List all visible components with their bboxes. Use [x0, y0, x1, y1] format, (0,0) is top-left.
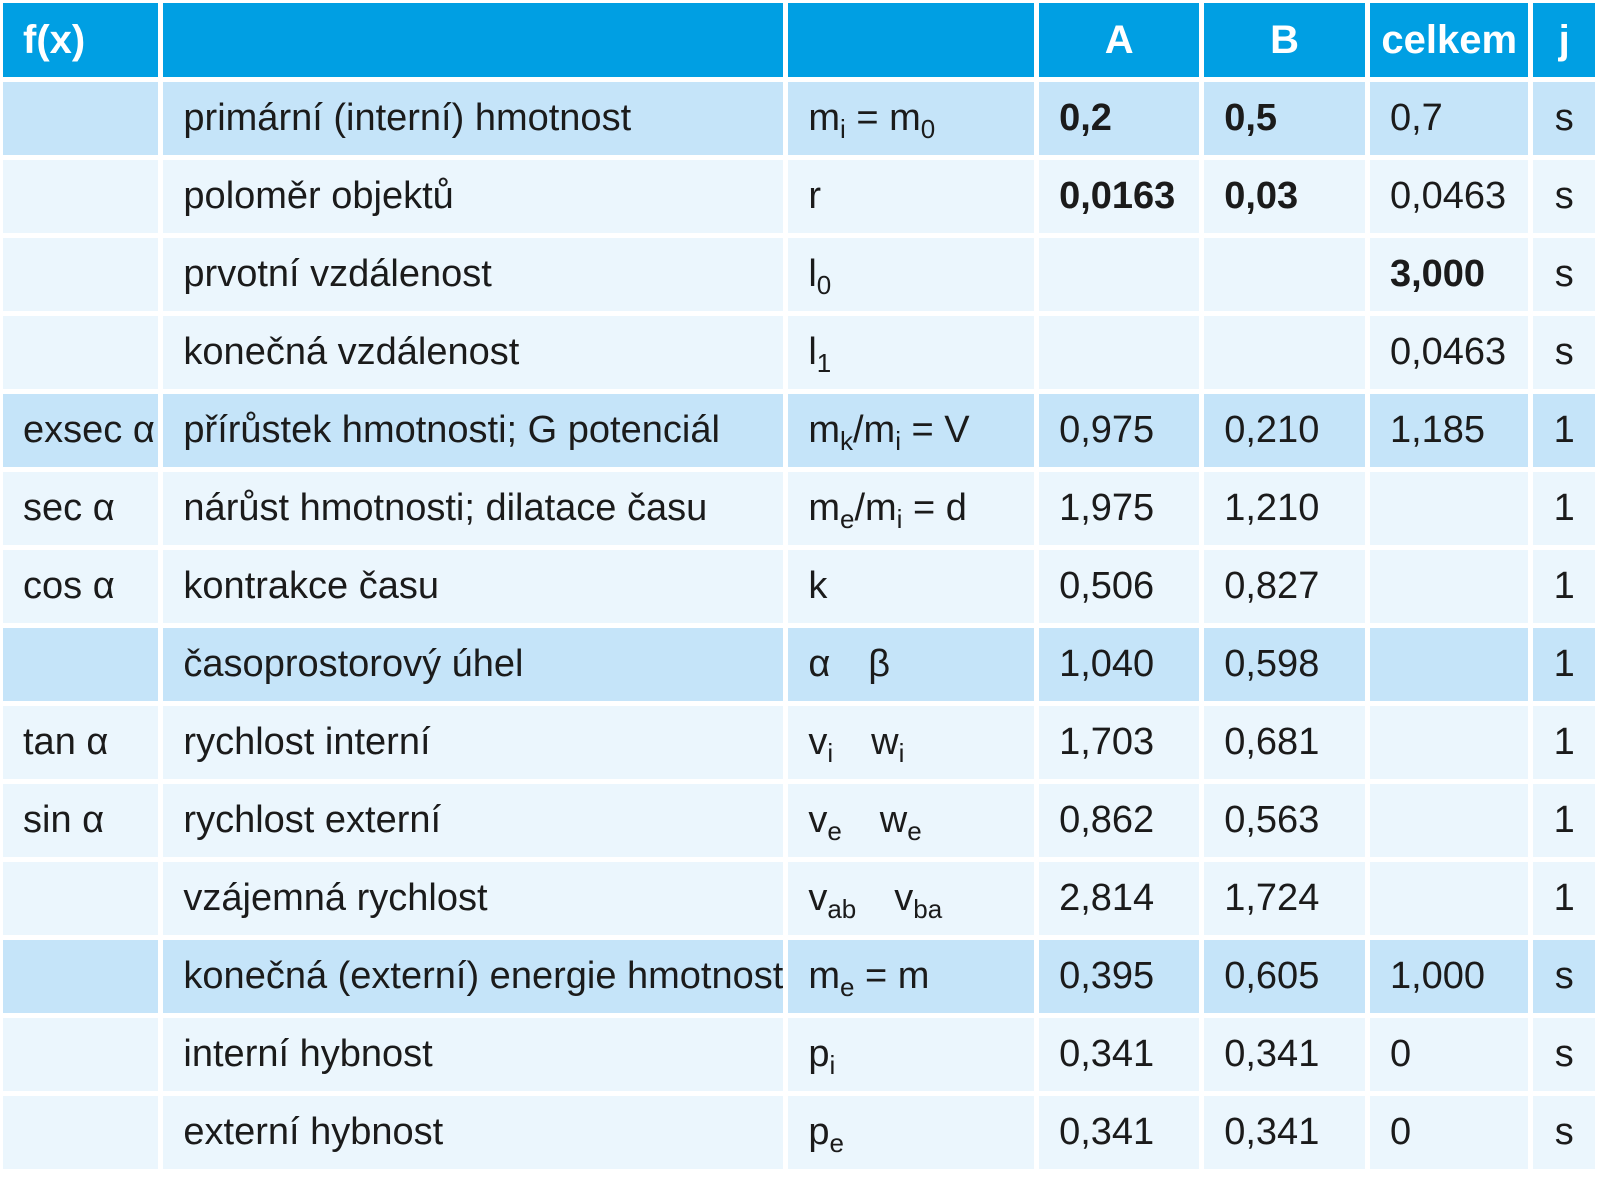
symbol-subscript: i — [839, 114, 846, 144]
cell-b — [1204, 784, 1365, 857]
cell-name-text: primární (interní) hmotnost — [183, 97, 632, 139]
cell-name-text: interní hybnost — [183, 1033, 433, 1075]
cell-fx — [3, 550, 158, 623]
cell-j-text: s — [1554, 97, 1574, 139]
cell-name — [163, 550, 783, 623]
cell-b-text: 0,681 — [1224, 721, 1320, 763]
cell-name-text: přírůstek hmotnosti; G potenciál — [183, 409, 720, 451]
cell-j-text: 1 — [1553, 643, 1575, 685]
table-row — [3, 160, 1595, 233]
cell-j — [1533, 394, 1595, 467]
symbol-base: v — [808, 877, 828, 919]
cell-a — [1039, 628, 1199, 701]
cell-total-text: 0,7 — [1389, 97, 1443, 139]
table-header-row — [3, 3, 1595, 77]
cell-a — [1039, 550, 1199, 623]
symbol-base: = m — [845, 97, 921, 139]
cell-symbol — [788, 628, 1034, 701]
symbol-base: w — [879, 799, 908, 841]
cell-b-text: 0,341 — [1224, 1033, 1320, 1075]
cell-total — [1370, 706, 1528, 779]
cell-total — [1370, 784, 1528, 857]
cell-a — [1039, 862, 1199, 935]
cell-total-text: 0,0463 — [1389, 175, 1507, 217]
cell-fx — [3, 316, 158, 389]
header-name — [163, 3, 783, 77]
table-row — [3, 316, 1595, 389]
cell-name — [163, 940, 783, 1013]
cell-j — [1533, 940, 1595, 1013]
symbol-subscript: i — [829, 1050, 836, 1080]
symbol-subscript: ba — [913, 894, 943, 924]
cell-fx — [3, 940, 158, 1013]
cell-b — [1204, 628, 1365, 701]
cell-name — [163, 706, 783, 779]
symbol-subscript: 0 — [920, 114, 936, 144]
symbol-subscript: i — [896, 504, 903, 534]
table-row — [3, 784, 1595, 857]
cell-j-text: 1 — [1553, 565, 1575, 607]
symbol-base: = d — [902, 487, 967, 529]
cell-symbol — [788, 82, 1034, 155]
cell-a-text: 0,0163 — [1059, 175, 1176, 217]
cell-a — [1039, 316, 1199, 389]
cell-name-text: konečná (externí) energie hmotnost — [183, 955, 784, 997]
table-row — [3, 706, 1595, 779]
symbol-subscript: e — [829, 1128, 844, 1158]
cell-a — [1039, 706, 1199, 779]
cell-name-text: poloměr objektů — [183, 175, 454, 217]
cell-total — [1370, 316, 1528, 389]
cell-b-text: 1,724 — [1224, 877, 1320, 919]
cell-j-text: 1 — [1553, 487, 1575, 529]
symbol-base: α — [808, 643, 831, 685]
symbol-subscript: 0 — [816, 270, 832, 300]
cell-j — [1533, 784, 1595, 857]
cell-b — [1204, 160, 1365, 233]
symbol-base: m — [808, 97, 840, 139]
symbol-base: r — [808, 175, 821, 217]
cell-b — [1204, 82, 1365, 155]
table-row — [3, 1096, 1595, 1169]
cell-b-text: 0,605 — [1224, 955, 1320, 997]
cell-total — [1370, 394, 1528, 467]
symbol-subscript: i — [827, 738, 834, 768]
table-row — [3, 82, 1595, 155]
cell-j-text: s — [1554, 1033, 1574, 1075]
cell-fx-text: sec α — [23, 487, 115, 529]
header-fx: f(x) — [3, 3, 158, 77]
cell-a-text: 0,395 — [1059, 955, 1155, 997]
table-row — [3, 628, 1595, 701]
cell-total-text: 0 — [1389, 1033, 1412, 1075]
cell-symbol — [788, 940, 1034, 1013]
header-total: celkem — [1370, 3, 1528, 77]
cell-fx-text: tan α — [23, 721, 109, 763]
cell-a-text: 0,341 — [1059, 1111, 1155, 1153]
cell-a-text: 0,2 — [1059, 97, 1112, 139]
symbol-subscript: i — [895, 426, 901, 456]
cell-name-text: nárůst hmotnosti; dilatace času — [183, 487, 708, 529]
cell-j — [1533, 628, 1595, 701]
cell-symbol — [788, 160, 1034, 233]
symbol-base: m — [808, 955, 840, 997]
symbol-subscript: ab — [827, 894, 857, 924]
cell-total — [1370, 82, 1528, 155]
cell-j — [1533, 550, 1595, 623]
cell-j-text: 1 — [1553, 799, 1575, 841]
symbol-base: v — [894, 877, 914, 919]
cell-b — [1204, 316, 1365, 389]
symbol-base: k — [808, 565, 828, 607]
cell-fx — [3, 160, 158, 233]
cell-name — [163, 784, 783, 857]
cell-symbol — [788, 862, 1034, 935]
cell-symbol — [788, 1018, 1034, 1091]
cell-a-text: 2,814 — [1059, 877, 1155, 919]
table-row — [3, 394, 1595, 467]
cell-total-text: 1,185 — [1389, 409, 1486, 451]
symbol-subscript: e — [827, 816, 842, 846]
cell-name-text: konečná vzdálenost — [183, 331, 520, 373]
cell-total — [1370, 940, 1528, 1013]
cell-j — [1533, 706, 1595, 779]
cell-a-text: 0,862 — [1059, 799, 1155, 841]
table-row — [3, 550, 1595, 623]
cell-b — [1204, 1096, 1365, 1169]
symbol-base: v — [808, 721, 828, 763]
table-row — [3, 1018, 1595, 1091]
cell-fx — [3, 706, 158, 779]
cell-b — [1204, 550, 1365, 623]
cell-b — [1204, 394, 1365, 467]
symbol-base: v — [808, 799, 828, 841]
cell-name — [163, 82, 783, 155]
cell-symbol — [788, 316, 1034, 389]
cell-a — [1039, 238, 1199, 311]
cell-b — [1204, 238, 1365, 311]
cell-total — [1370, 160, 1528, 233]
cell-a-text: 0,341 — [1059, 1033, 1155, 1075]
cell-b — [1204, 706, 1365, 779]
cell-fx — [3, 1096, 158, 1169]
cell-total-text: 0,0463 — [1389, 331, 1507, 373]
cell-b-text: 1,210 — [1224, 487, 1320, 529]
cell-total-text: 3,000 — [1389, 253, 1486, 295]
cell-fx — [3, 472, 158, 545]
symbol-subscript: 1 — [816, 348, 832, 378]
cell-name — [163, 316, 783, 389]
cell-a — [1039, 394, 1199, 467]
cell-fx-text: cos α — [23, 565, 115, 607]
cell-total-text: 1,000 — [1389, 955, 1486, 997]
symbol-base: /m — [852, 409, 896, 451]
header-b: B — [1204, 3, 1365, 77]
cell-j-text: s — [1554, 331, 1574, 373]
cell-a — [1039, 1018, 1199, 1091]
cell-j — [1533, 862, 1595, 935]
cell-b-text: 0,827 — [1224, 565, 1320, 607]
cell-symbol — [788, 550, 1034, 623]
cell-fx — [3, 628, 158, 701]
cell-symbol — [788, 706, 1034, 779]
cell-fx — [3, 394, 158, 467]
table-row — [3, 862, 1595, 935]
header-a: A — [1039, 3, 1199, 77]
symbol-subscript: e — [839, 972, 855, 1002]
cell-j — [1533, 1096, 1595, 1169]
cell-b-text: 0,03 — [1224, 175, 1299, 217]
cell-symbol — [788, 784, 1034, 857]
cell-j — [1533, 160, 1595, 233]
cell-symbol — [788, 472, 1034, 545]
cell-a-text: 0,975 — [1059, 409, 1155, 451]
cell-a — [1039, 160, 1199, 233]
symbol-base: p — [808, 1033, 830, 1075]
cell-fx-text: exsec α — [23, 409, 155, 451]
cell-b — [1204, 862, 1365, 935]
cell-name — [163, 160, 783, 233]
symbol-base: = m — [854, 955, 930, 997]
cell-b-text: 0,563 — [1224, 799, 1320, 841]
cell-j-text: 1 — [1553, 721, 1575, 763]
symbol-base: m — [808, 487, 840, 529]
symbol-subscript: k — [839, 426, 853, 456]
cell-total — [1370, 550, 1528, 623]
cell-j-text: 1 — [1553, 877, 1575, 919]
cell-symbol — [788, 1096, 1034, 1169]
cell-a-text: 1,975 — [1059, 487, 1155, 529]
header-j: j — [1533, 3, 1595, 77]
cell-name — [163, 862, 783, 935]
cell-b — [1204, 472, 1365, 545]
symbol-subscript: i — [898, 738, 905, 768]
cell-j-text: s — [1554, 1111, 1574, 1153]
cell-name-text: rychlost interní — [183, 721, 431, 763]
cell-name-text: vzájemná rychlost — [183, 877, 488, 919]
cell-b-text: 0,341 — [1224, 1111, 1320, 1153]
cell-a-text: 1,703 — [1059, 721, 1155, 763]
cell-b-text: 0,598 — [1224, 643, 1320, 685]
cell-name-text: rychlost externí — [183, 799, 442, 841]
cell-b-text: 0,210 — [1224, 409, 1320, 451]
cell-fx — [3, 862, 158, 935]
symbol-subscript: e — [907, 816, 922, 846]
table-row — [3, 472, 1595, 545]
cell-total-text: 0 — [1389, 1111, 1412, 1153]
cell-a — [1039, 82, 1199, 155]
table-row — [3, 940, 1595, 1013]
cell-fx — [3, 784, 158, 857]
cell-total — [1370, 1018, 1528, 1091]
symbol-base: p — [808, 1111, 830, 1153]
cell-symbol — [788, 394, 1034, 467]
symbol-base: l — [808, 253, 817, 295]
table-body — [3, 82, 1595, 1169]
cell-j-text: s — [1554, 175, 1574, 217]
cell-name — [163, 1096, 783, 1169]
symbol-base: β — [868, 643, 891, 685]
header-symbol — [788, 3, 1034, 77]
cell-a — [1039, 784, 1199, 857]
symbol-subscript: e — [839, 504, 855, 534]
table-row — [3, 238, 1595, 311]
cell-total — [1370, 472, 1528, 545]
cell-fx-text: sin α — [23, 799, 105, 841]
cell-name — [163, 394, 783, 467]
symbol-base: w — [871, 721, 899, 763]
cell-name-text: časoprostorový úhel — [183, 643, 524, 685]
cell-a — [1039, 1096, 1199, 1169]
cell-symbol — [788, 238, 1034, 311]
cell-a — [1039, 940, 1199, 1013]
cell-a-text: 1,040 — [1059, 643, 1155, 685]
cell-fx — [3, 82, 158, 155]
cell-name-text: externí hybnost — [183, 1111, 444, 1153]
cell-j-text: s — [1554, 253, 1574, 295]
cell-total — [1370, 1096, 1528, 1169]
cell-a-text: 0,506 — [1059, 565, 1155, 607]
cell-name — [163, 472, 783, 545]
cell-j — [1533, 316, 1595, 389]
cell-name — [163, 238, 783, 311]
cell-j-text: s — [1554, 955, 1574, 997]
cell-j — [1533, 238, 1595, 311]
cell-b-text: 0,5 — [1224, 97, 1278, 139]
cell-total — [1370, 862, 1528, 935]
cell-name-text: prvotní vzdálenost — [183, 253, 492, 295]
cell-fx — [3, 1018, 158, 1091]
cell-name-text: kontrakce času — [183, 565, 439, 607]
symbol-base: /m — [854, 487, 897, 529]
cell-j-text: 1 — [1553, 409, 1575, 451]
cell-total — [1370, 238, 1528, 311]
cell-total — [1370, 628, 1528, 701]
cell-j — [1533, 82, 1595, 155]
cell-name — [163, 628, 783, 701]
cell-j — [1533, 1018, 1595, 1091]
symbol-base: = V — [900, 409, 970, 451]
cell-fx — [3, 238, 158, 311]
cell-a — [1039, 472, 1199, 545]
cell-b — [1204, 1018, 1365, 1091]
cell-name — [163, 1018, 783, 1091]
symbol-base: m — [808, 409, 840, 451]
symbol-base: l — [808, 331, 817, 373]
cell-j — [1533, 472, 1595, 545]
cell-b — [1204, 940, 1365, 1013]
